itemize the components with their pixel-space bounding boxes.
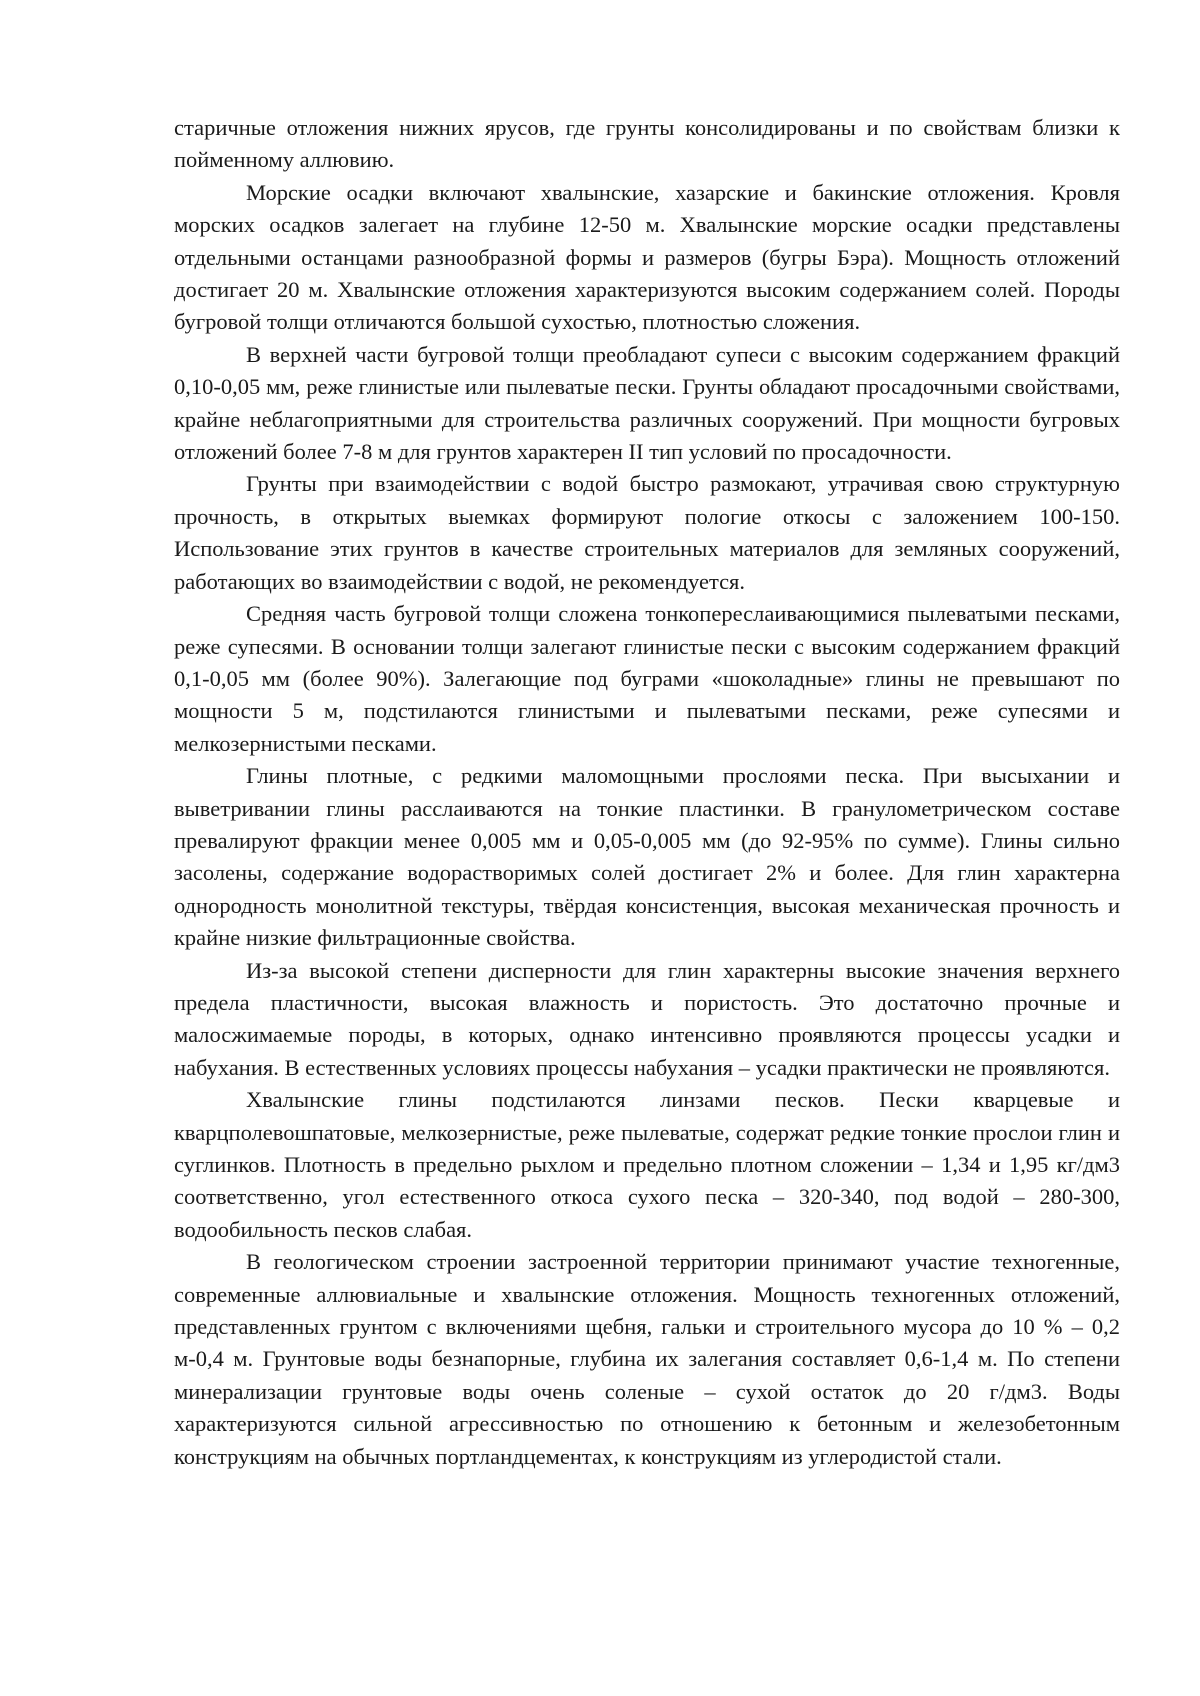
paragraph-khvalyn-sands: Хвалынские глины подстилаются линзами песков. Пески кварцевые и кварцполевошпатовые, мелкозернистые, реже пылеватые, содержат редкие тонкие прослои глин и суглинков. Плотность в предельно рыхлом и предельно плотном сложении – 1,34 и 1,95 кг/дм3 соответственно, угол естественного откоса сухого песка – 320-340, под водой – 280-300, водообильность песков слабая. bbox=[174, 1087, 1120, 1242]
paragraph-clay-dispersity: Из-за высокой степени дисперности для глин характерны высокие значения верхнего предела пластичности, высокая влажность и пористость. Это достаточно прочные и малосжимаемые породы, в которых, однако интенсивно проявляются процессы усадки и набухания. В естественных условиях процессы набухания – усадки практически не проявляются. bbox=[174, 957, 1120, 1080]
paragraph-middle-mound-strata: Средняя часть бугровой толщи сложена тонкопереслаивающимися пылеватыми песками, реже супесями. В основании толщи залегают глинистые пески с высоким содержанием фракций 0,1-0,05 мм (более 90%). Залегающие под буграми «шоколадные» глины не превышают по мощности 5 м, подстилаются глинистыми и пылеватыми песками, реже супесями и мелкозернистыми песками. bbox=[174, 601, 1120, 756]
paragraph-clay-properties: Глины плотные, с редкими маломощными прослоями песка. При высыхании и выветривании глины расслаиваются на тонкие пластинки. В гранулометрическом составе превалируют фракции менее 0,005 мм и 0,05-0,005 мм (до 92-95% по сумме). Глины сильно засолены, содержание водорастворимых солей достигает 2% и более. Для глин характерна однородность монолитной текстуры, твёрдая консистенция, высокая механическая прочность и крайне низкие фильтрационные свойства. bbox=[174, 763, 1120, 951]
paragraph-continuation: старичные отложения нижних ярусов, где грунты консолидированы и по свойствам близки к пойменному аллювию. bbox=[174, 115, 1120, 173]
paragraph-upper-mound-strata: В верхней части бугровой толщи преобладают супеси с высоким содержанием фракций 0,10-0,05 мм, реже глинистые или пылеватые пески. Грунты обладают просадочными свойствами, крайне неблагоприятными для строительства различных сооружений. При мощности бугровых отложений более 7-8 м для грунтов характерен II тип условий по просадочности. bbox=[174, 341, 1120, 465]
paragraph-geological-structure: В геологическом строении застроенной территории принимают участие техногенные, современные аллювиальные и хвалынские отложения. Мощность техногенных отложений, представленных грунтом с включениями щебня, гальки и строительного мусора до 10 % – 0,2 м-0,4 м. Грунтовые воды безнапорные, глубина их залегания составляет 0,6-1,4 м. По степени минерализации грунтовые воды очень соленые – сухой остаток до 20 г/дм3. Воды характеризуются сильной агрессивностью по отношению к бетонным и железобетонным конструкциям на обычных портландцементах, к конструкциям из углеродистой стали. bbox=[174, 1249, 1120, 1469]
paragraph-marine-deposits: Морские осадки включают хвалынские, хазарские и бакинские отложения. Кровля морских осадков залегает на глубине 12-50 м. Хвалынские морские осадки представлены отдельными останцами разнообразной формы и размеров (бугры Бэра). Мощность отложений достигает 20 м. Хвалынские отложения характеризуются высоким содержанием солей. Породы бугровой толщи отличаются большой сухостью, плотностью сложения. bbox=[174, 179, 1120, 335]
document-page bbox=[174, 112, 1120, 1473]
paragraph-soil-water-interaction: Грунты при взаимодействии с водой быстро размокают, утрачивая свою структурную прочность, в открытых выемках формируют пологие откосы с заложением 100-150. Использование этих грунтов в качестве строительных материалов для земляных сооружений, работающих во взаимодействии с водой, не рекомендуется. bbox=[174, 471, 1120, 594]
